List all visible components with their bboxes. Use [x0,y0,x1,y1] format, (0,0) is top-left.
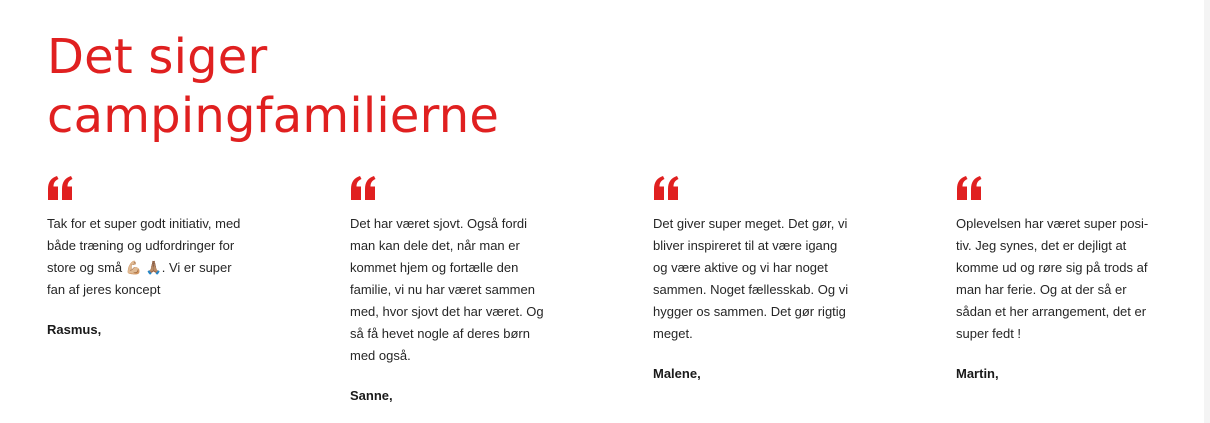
testimonial-author: Sanne, [350,388,393,403]
testimonial-card [47,176,262,341]
testimonial-text: Det har været sjovt. Også fordi man kan dele det, når man er kommet hjem og fortælle den familie, vi nu har været sammen med, hvor sjovt det har været. Og så få hevet nogle af deres børn med også. [350,216,544,363]
testimonial-text: Tak for et super godt initiativ, med både træning og udfordringer for store og små 💪🏼 🙏🏽. Vi er super fan af jeres koncept [47,216,241,297]
quote-icon [350,176,376,200]
testimonial-author: Malene, [653,366,701,381]
quote-icon [653,176,679,200]
heading-line-2: campingfamilierne [47,88,500,144]
heading-line-1: Det siger [47,29,268,85]
testimonial-card [653,176,858,385]
testimonial-author: Martin, [956,366,999,381]
quote-icon [956,176,982,200]
quote-icon [47,176,73,200]
testimonial-author: Rasmus, [47,322,102,337]
testimonial-card [956,176,1161,385]
testimonial-text: Det giver super meget. Det gør, vi bliver inspireret til at være igang og være aktive og vi har noget sammen. Noget fællesskab. Og vi hygger os sammen. Det gør rigtig meget. [653,216,849,341]
testimonial-card [350,176,555,407]
testimonial-text: Oplevelsen har været super posi- tiv. Jeg synes, det er dejligt at komme ud og røre sig på trods af man har ferie. Og at der så er sådan et her arrangement, det er super fedt ! [956,216,1149,341]
